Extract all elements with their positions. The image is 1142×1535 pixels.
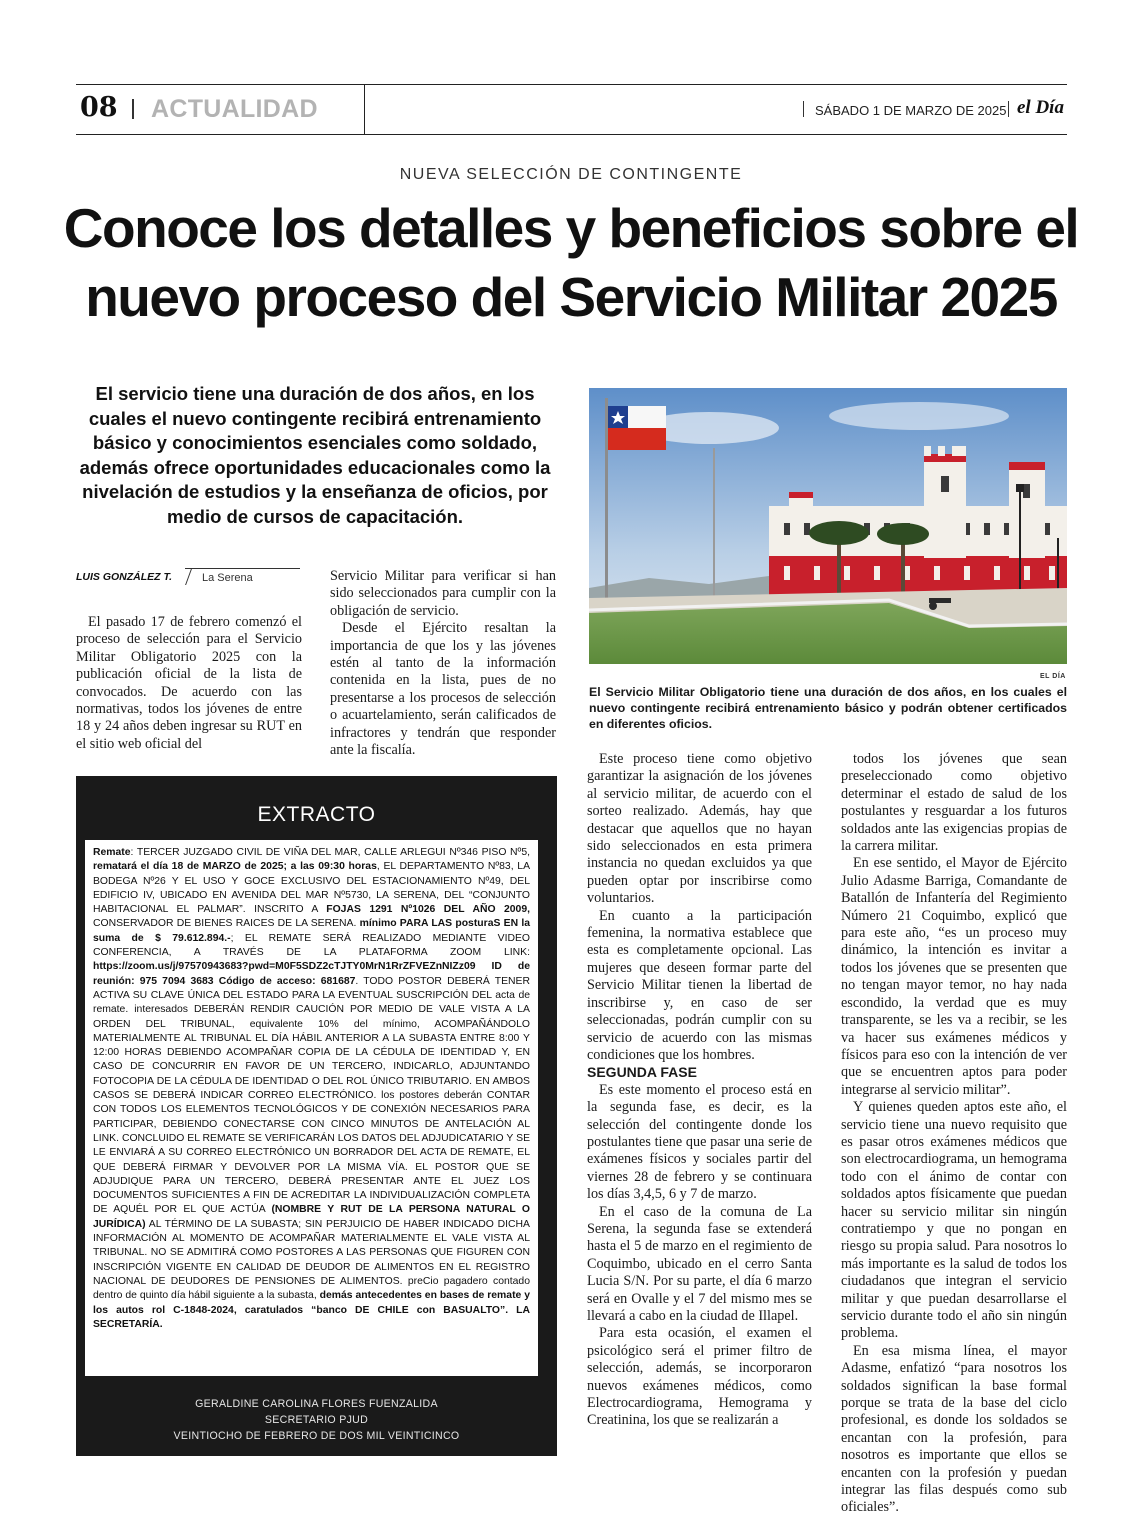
dateline-city: La Serena bbox=[202, 572, 253, 584]
paragraph: Y quienes queden aptos este año, el servicio tiene una nuevo requisito que es pasar otros exámenes médicos que son electrocardiograma, un hemograma todo con el ánimo de contar con soldados aptos físicamente que puedan hacer su servicio militar sin ningún contratiempo y que no pongan en riesgo su propia salud. Para nosotros lo más importante es la salud de todos los ciudadanos que integran el servicio militar y que puedan desarrollarse el servicio durante todo el año sin ningún problema. bbox=[841, 1099, 1067, 1342]
notice-text: CONSERVADOR DE BIENES RAICES DE LA SERENA. bbox=[93, 918, 360, 930]
legal-notice-extracto bbox=[76, 776, 557, 1456]
zoom-link: https://zoom.us/j/97570943683?pwd=M0F5SDZ2cTJTY0MrN1RrZFVEZnNIZz09 ID de reunión: 975 7094 3683 Código de acceso: 681687 bbox=[93, 961, 530, 987]
extracto-title: EXTRACTO bbox=[257, 803, 376, 826]
paragraph: Es este momento el proceso está en la segunda fase, es decir, es la selección del contingente donde los postulantes tiene que pasar una serie de exámenes físicos y sociales partir del viernes 28 de febrero y se continuara los días 3,4,5, 6 y 7 de marzo. bbox=[587, 1081, 812, 1203]
article-column-3 bbox=[587, 751, 812, 1430]
paragraph: Desde el Ejército resaltan la importancia de que los y las jóvenes estén al tanto de la información contenida en la lista, pues de no presentarse a los procesos de selección o acuartelamiento, serán calificados de infractores y tendrán que responder ante la fiscalía. bbox=[330, 620, 556, 759]
notice-text: mínimo PARA LAS posturaS EN la suma de $ 79.612.894.- bbox=[93, 918, 530, 944]
paragraph: En esa misma línea, el mayor Adasme, enfatizó “para nosotros los soldados significan la base formal porque se trata de la base del ciclo profesional, es donde los soldados se encantan con la profesión, para nosotros es importante que ellos se encanten con la profesión y puedan integrar las filas después como sub oficiales”. bbox=[841, 1342, 1067, 1516]
signature-date: VEINTIOCHO DE FEBRERO DE DOS MIL VEINTICINCO bbox=[173, 1430, 460, 1442]
notice-text: FOJAS 1291 Nº1026 DEL AÑO 2009, bbox=[326, 904, 531, 916]
paragraph: En ese sentido, el Mayor de Ejército Julio Adasme Barriga, Comandante de Batallón de Infantería del Regimiento Número 21 Coquimbo, explicó que para este año, “es un proceso muy dinámico, la intención es invitar a todos los jóvenes que se presenten que no tengan mayor temor, no hay nada escondido, la verdad que es muy transparente, se les va a recibir, se les va hacer sus exámenes médicos y físicos para eso con la intención de ver que se encuentren aptos para poder integrarse al servicio militar”. bbox=[841, 855, 1067, 1098]
notice-text: , EL DEPARTAMENTO Nº83, LA BODEGA Nº26 Y EL USO Y GOCE EXCLUSIVO DEL ESTACIONAMIENTO Nº49, DEL EDIFICIO IV, UBICADO EN AVENIDA DEL MAR Nº5730, LA SERENA, DEL “CONJUNTO HABITACIONAL EL PALMAR”. INSCRITO A bbox=[93, 861, 530, 916]
section-name: ACTUALIDAD bbox=[151, 95, 318, 123]
section-subhead: SEGUNDA FASE bbox=[587, 1064, 697, 1081]
notice-text: demás antecedentes en bases de remate y los autos rol C-1848-2024, caratulados “banco DE CHILE con BASUALTO”. LA SECRETARÍA. bbox=[93, 1290, 530, 1330]
paragraph: El pasado 17 de febrero comenzó el proceso de selección para el Servicio Militar Obligatorio 2025 con la publicación oficial de la lista de convocados. De acuerdo con las normativas, todos los jóvenes de entre 18 y 24 años deben ingresar su RUT en el sitio web oficial del bbox=[76, 614, 302, 752]
header-bottom-rule bbox=[76, 134, 1067, 135]
paragraph: Para esta ocasión, el examen el psicológico será el primer filtro de selección, además, se incorporaron nuevos exámenes médicos, como Electrocardiograma, Hemograma y Creatinina, los que se realizarán a bbox=[587, 1325, 812, 1429]
notice-text: . TODO POSTOR DEBERÁ TENER ACTIVA SU CLAVE ÚNICA DEL ESTADO PARA LA EVENTUAL SUSCRIPCIÓN DEL acta de remate. interesados DEBERÁN RENDIR CAUCIÓN POR MEDIO DE VALE VISTA A LA ORDEN DEL TRIBUNAL, equivalente 10% del mínimo, ACOMPAÑÁNDOLO MATERIALMENTE AL TRIBUNAL EL DÍA HÁBIL ANTERIOR A LA SUBASTA ENTRE 8:00 Y 12:00 HORAS DEBIENDO ACOMPAÑAR COPIA DE LA CÉDULA DE IDENTIDAD Y, EN CASO DE CONCURRIR EN FAVOR DE UN TERCERO, INDICARLO, ADJUNTANDO FOTOCOPIA DE LA CÉDULA DE IDENTIDAD O DEL ROL ÚNICO TRIBUTARIO. EN AMBOS CASOS SE DEBERÁ INDICAR CORREO ELECTRÓNICO. los postores deberán CONTAR CON TODOS LOS ELEMENTOS TECNOLÓGICOS Y DE CONEXIÓN NECESARIOS PARA PARTICIPAR, DEBIENDO CONECTARSE CON CINCO MINUTOS DE ANTELACIÓN AL LINK. CONCLUIDO EL REMATE SE VERIFICARÁN LOS DATOS DEL ADJUDICATARIO Y SE LE ENVIARÁ A SU CORREO ELECTRÓNICO UN BORRADOR DEL ACTA DE REMATE, EL QUE DEBERÁ FIRMAR Y DEVOLVER POR LA MISMA VÍA. EL POSTOR QUE SE ADJUDIQUE PARA UN TERCERO, DEBERÁ PRESENTAR ANTE EL JUEZ LOS DOCUMENTOS SUFICIENTES A FIN DE ACREDITAR LA INDIVIDUALIZACIÓN COMPLETA DE AQUÉL POR EL QUE ACTÚA bbox=[93, 975, 530, 1216]
signatory-name: GERALDINE CAROLINA FLORES FUENZALIDA bbox=[195, 1398, 438, 1410]
brand-separator bbox=[1008, 101, 1009, 117]
article-column-4 bbox=[841, 751, 1067, 1517]
issue-date: SÁBADO 1 DE MARZO DE 2025 bbox=[815, 103, 1007, 118]
article-headline bbox=[60, 194, 1082, 332]
photo-credit: EL DÍA bbox=[1040, 673, 1066, 680]
author-name: LUIS GONZÁLEZ T. bbox=[76, 571, 173, 583]
newspaper-logo: el Día bbox=[1017, 97, 1064, 118]
page-number: 08 bbox=[80, 92, 118, 123]
headline-line-2: nuevo proceso del Servicio Militar 2025 bbox=[85, 266, 1057, 328]
notice-text: AL TÉRMINO DE LA SUBASTA; SIN PERJUICIO DE HABER INDICADO DICHA INFORMACIÓN AL MOMENTO DE ACOMPAÑAR MATERIALMENTE EL VALE VISTA AL TRIBUNAL. NO SE ADMITIRÁ COMO POSTORES A LAS PERSONAS QUE FIGUREN CON INSCRIPCIÓN VIGENTE EN CALIDAD DE DEUDOR DE ALIMENTOS EN EL REGISTRO NACIONAL DE DEUDORES DE PENSIONES DE ALIMENTOS. preCio pagadero contado dentro de quinto día hábil siguiente a la subasta, bbox=[93, 1218, 530, 1302]
paragraph: En cuanto a la participación femenina, la normativa establece que esta es completamente opcional. Las mujeres que deseen formar parte del Servicio Militar tienen la libertad de inscribirse y, en caso de ser seleccionadas, podrán cumplir con su servicio de acuerdo con las mismas condiciones que los hombres. bbox=[587, 907, 812, 1063]
notice-text: rematará el día 18 de MARZO de 2025; a las 09:30 horas bbox=[93, 861, 377, 873]
extracto-body bbox=[85, 840, 538, 1376]
article-column-2 bbox=[330, 568, 556, 759]
header-top-rule bbox=[76, 84, 1067, 85]
signatory-role: SECRETARIO PJUD bbox=[264, 1414, 369, 1426]
header-separator bbox=[132, 99, 134, 119]
article-kicker: NUEVA SELECCIÓN DE CONTINGENTE bbox=[399, 166, 743, 183]
paragraph: En el caso de la comuna de La Serena, la segunda fase se extenderá hasta el 5 de marzo en el regimiento de Coquimbo, ubicado en el cerro Santa Lucia S/N. Por su parte, el día 6 marzo será en Ovalle y el 7 del mismo mes se llevará a cabo en la ciudad de Illapel. bbox=[587, 1203, 812, 1324]
date-separator bbox=[803, 101, 804, 117]
header-divider bbox=[364, 84, 365, 135]
article-column-1 bbox=[76, 614, 302, 753]
paragraph: Servicio Militar para verificar si han sido seleccionados para cumplir con la obligación de servicio. bbox=[330, 568, 556, 619]
article-photo bbox=[589, 388, 1067, 664]
notice-text: (NOMBRE Y RUT DE LA PERSONA NATURAL O JURÍDICA) bbox=[93, 1204, 530, 1230]
notice-text: Remate bbox=[93, 847, 131, 858]
paragraph: todos los jóvenes que sean preseleccionado como objetivo determinar el estado de salud de los postulantes y resguardar a los futuros soldados ante las exigencias propias de la carrera militar. bbox=[841, 751, 1067, 855]
photo-caption: El Servicio Militar Obligatorio tiene una duración de dos años, en los cuales el nuevo contingente recibirá entrenamiento básico y podrán obtener certificados en diferentes oficios. bbox=[589, 685, 1067, 731]
military-building-illustration bbox=[589, 388, 1067, 664]
byline-rule bbox=[185, 568, 300, 569]
paragraph: Este proceso tiene como objetivo garantizar la asignación de los jóvenes al servicio militar, de acuerdo con el sorteo realizado. Además, hay que destacar que aquellos que no hayan sido seleccionados en esta primera instancia no quedan excluidos ya que pueden optar por inscribirse como voluntarios. bbox=[587, 751, 812, 907]
byline-slash bbox=[185, 569, 192, 585]
headline-line-1: Conoce los detalles y beneficios sobre el bbox=[63, 197, 1079, 259]
notice-text: : TERCER JUZGADO CIVIL DE VIÑA DEL MAR, CALLE ARLEGUI Nº346 PISO Nº5, bbox=[130, 847, 530, 858]
article-lede: El servicio tiene una duración de dos años, en los cuales el nuevo contingente recibirá entrenamiento básico y conocimientos esenciales como soldado, además ofrece oportunidades educacionales como la nivelación de estudios y la enseñanza de oficios, por medio de cursos de capacitación. bbox=[79, 383, 551, 527]
notice-text: ; EL REMATE SERÁ REALIZADO MEDIANTE VIDEO CONFERENCIA, A TRAVÉS DE LA PLATAFORMA ZOOM LINK: bbox=[93, 932, 530, 959]
